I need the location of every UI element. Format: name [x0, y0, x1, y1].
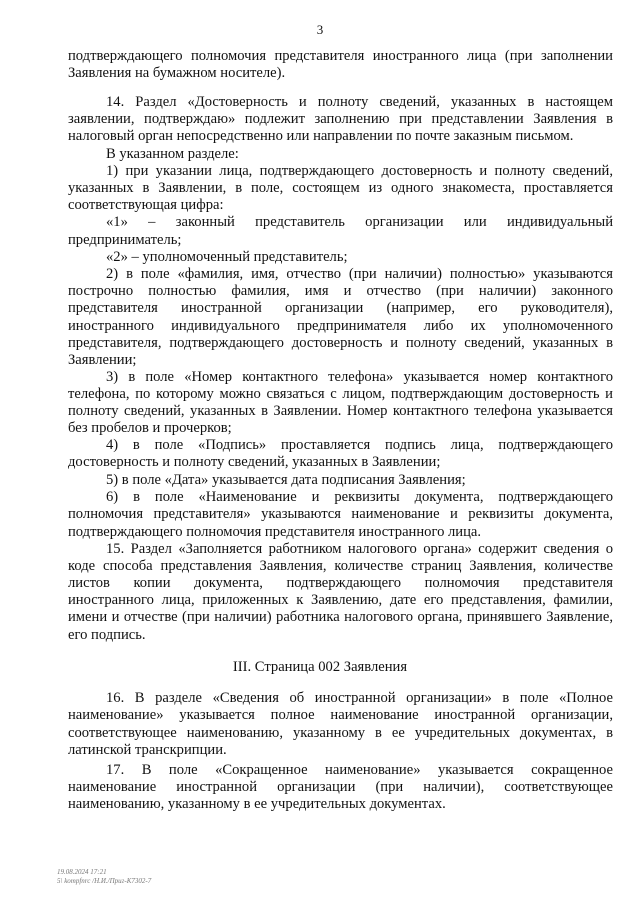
- text-line: «2» – уполномоченный представитель;: [106, 249, 348, 265]
- text-line: указанных в Заявлении, в поле, состоящем из одного знакоместа, проставляется: [68, 180, 613, 196]
- text-line: подтверждающего полномочия представителя иностранного лица (при заполнении: [68, 48, 613, 64]
- text-line: полноту сведений, указанных в Заявлении. Номер контактного телефона указывается: [68, 403, 613, 419]
- text-line: 5) в поле «Дата» указывается дата подписания Заявления;: [106, 472, 466, 488]
- text-line: 2) в поле «фамилия, имя, отчество (при наличии) полностью» указываются: [106, 266, 613, 282]
- text-line: 4) в поле «Подпись» проставляется подпись лица, подтверждающего: [106, 437, 613, 453]
- text-line: его подпись.: [68, 627, 146, 643]
- text-line: телефона, по которому можно связаться с лицом, подтверждающим достоверность и: [68, 386, 613, 402]
- text-line: 15. Раздел «Заполняется работником налогового органа» содержит сведения о: [106, 541, 613, 557]
- footer-reference: 5\ kompfnrc /Н.И./Приг-К7302-7: [57, 877, 152, 885]
- text-line: иностранного индивидуального предпринимателя либо их уполномоченного: [68, 318, 613, 334]
- text-line: достоверность и полноту сведений, указанных в Заявлении;: [68, 454, 441, 470]
- text-line: Заявлении;: [68, 352, 137, 368]
- text-line: наименованию, указанному в ее учредительных документах.: [68, 796, 446, 812]
- text-line: 14. Раздел «Достоверность и полноту сведений, указанных в настоящем: [106, 94, 613, 110]
- text-line: «1» – законный представитель организации или индивидуальный: [106, 214, 613, 230]
- text-line: 17. В поле «Сокращенное наименование» указывается сокращенное: [106, 762, 613, 778]
- text-line: соответствующая цифра:: [68, 197, 224, 213]
- text-line: иностранного лица, приложенных к Заявлению, дате его представления, фамилии,: [68, 592, 613, 608]
- text-line: имени и отчестве (при наличии) работника налогового органа, принявшего Заявление,: [68, 609, 613, 625]
- page-number: 3: [316, 22, 324, 37]
- text-line: В указанном разделе:: [106, 146, 239, 162]
- footer-date: 19.08.2024 17:21: [57, 868, 107, 876]
- text-line: 6) в поле «Наименование и реквизиты документа, подтверждающего: [106, 489, 613, 505]
- text-line: 1) при указании лица, подтверждающего достоверность и полноту сведений,: [106, 163, 613, 179]
- text-line: соответствующее наименованию, указанному в ее учредительных документах, в: [68, 725, 613, 741]
- text-line: представителя иностранной организации (например, его руководителя),: [68, 300, 613, 316]
- text-line: 3) в поле «Номер контактного телефона» указывается номер контактного: [106, 369, 613, 385]
- section-heading: III. Страница 002 Заявления: [232, 659, 408, 675]
- text-line: без пробелов и прочерков;: [68, 420, 232, 436]
- text-line: подтверждающего полномочия представителя иностранного лица.: [68, 524, 482, 540]
- text-line: Заявления на бумажном носителе).: [68, 65, 286, 81]
- text-line: налоговый орган непосредственно или направлении по почте заказным письмом.: [68, 128, 574, 144]
- text-line: предприниматель;: [68, 232, 182, 248]
- text-line: заявлении, подтверждаю» подлежит заполнению при представлении Заявления в: [68, 111, 613, 127]
- text-line: наименование иностранной организации (при наличии), соответствующее: [68, 779, 613, 795]
- text-line: представителя, подтверждающего достоверность и полноту сведений, указанных в: [68, 335, 613, 351]
- text-line: наименование» указывается полное наименование иностранной организации,: [68, 707, 613, 723]
- text-line: 16. В разделе «Сведения об иностранной организации» в поле «Полное: [106, 690, 613, 706]
- text-line: построчно полностью фамилия, имя и отчество (при наличии) законного: [68, 283, 613, 299]
- text-line: латинской транскрипции.: [68, 742, 227, 758]
- text-line: листов копии документа, подтверждающего полномочия представителя: [68, 575, 613, 591]
- text-line: коде способа представления Заявления, количестве страниц Заявления, количестве: [68, 558, 613, 574]
- text-line: полномочия представителя» указываются наименование и реквизиты документа,: [68, 506, 613, 522]
